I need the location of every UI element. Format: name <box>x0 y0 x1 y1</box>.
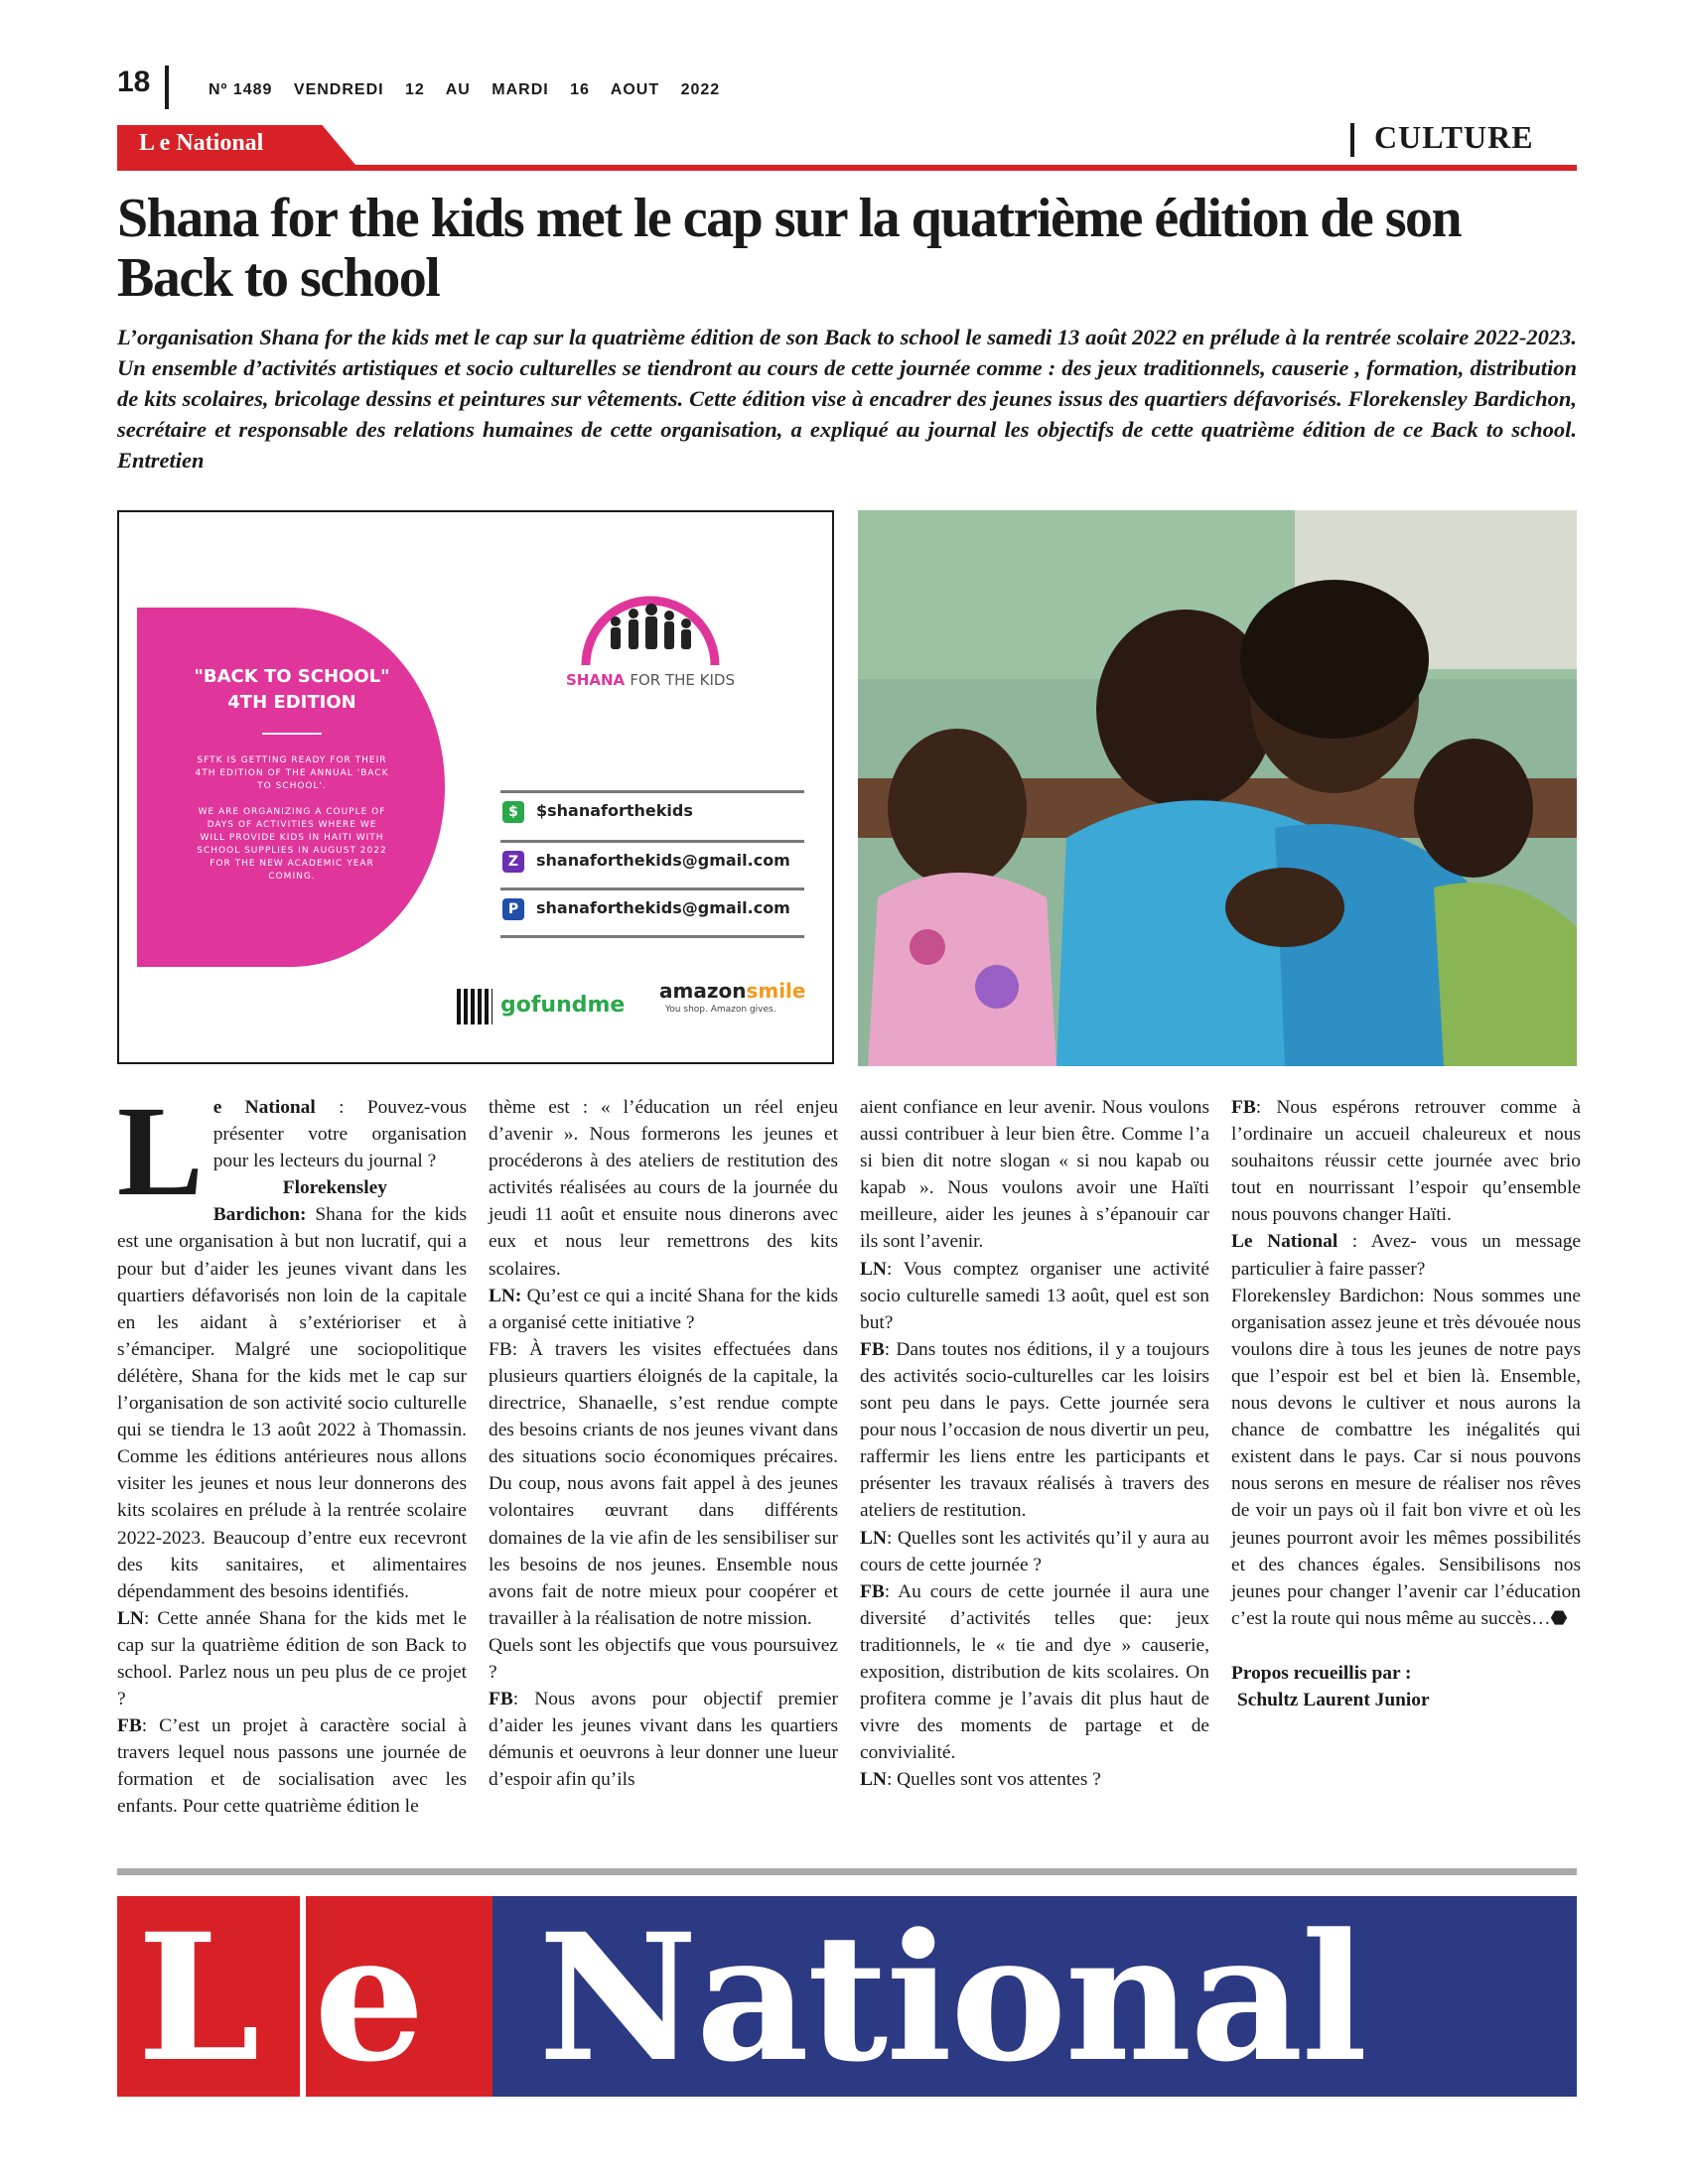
speaker-label: FB <box>117 1715 142 1737</box>
article-column-1 <box>117 1080 467 1821</box>
col4-para <box>1231 1094 1581 1228</box>
issue-au: AU <box>445 81 471 98</box>
col1-para <box>117 1174 467 1605</box>
footer-logo-national: National <box>538 1895 1366 2101</box>
brand-tab-label: L e National <box>139 130 264 156</box>
flyer-panel-text <box>137 608 445 967</box>
article-headline: Shana for the kids met le cap sur la quatrième édition de son Back to school <box>117 188 1462 309</box>
flyer-text-1: SFTK IS GETTING READY FOR THEIR 4TH EDITION OF THE ANNUAL 'BACK TO SCHOOL'. <box>195 755 389 791</box>
para-text: : Nous avons pour objectif premier d’aider les jeunes vivant dans les quartiers démunis et oeuvrons à leur donner une lueur d’espoir afin qu’ils <box>489 1689 838 1791</box>
children-photo-illustration <box>858 510 1577 1066</box>
col4-para <box>1231 1283 1581 1632</box>
section-label: CULTURE <box>1374 119 1534 155</box>
col2-para <box>489 1283 838 1336</box>
speaker-label: FB <box>489 1689 513 1710</box>
shana-logo-text <box>561 671 740 689</box>
para-text: : Nous espérons retrouver comme à l’ordinaire un accueil chaleureux et nous souhaitons réussir cette journée avec brio tout en nourrissant l’espoir qu’ensemble nous pouvons changer Haïti. <box>1231 1097 1581 1226</box>
flyer-text-2: WE ARE ORGANIZING A COUPLE OF DAYS OF ACTIVITIES WHERE WE WILL PROVIDE KIDS IN HAITI WITH SCHOOL SUPPLIES IN AUGUST 2022 FOR THE NEW ACADEMIC YEAR COMING. <box>197 807 387 882</box>
speaker-label: LN: <box>489 1285 522 1306</box>
article-column-2 <box>489 1094 838 1793</box>
para-text: : Vous comptez organiser une activité socio culturelle samedi 13 août, quel est son but? <box>860 1258 1209 1333</box>
speaker-label: LN <box>860 1258 887 1280</box>
amazon-word: amazon <box>659 979 747 1003</box>
issue-number: Nº 1489 <box>209 81 273 98</box>
col2-para <box>489 1686 838 1793</box>
article-photo <box>858 510 1577 1066</box>
flyer-divider <box>262 733 322 735</box>
zelle-contact <box>500 840 804 883</box>
section-separator <box>1350 123 1354 157</box>
flyer-title: "BACK TO SCHOOL" <box>194 666 390 687</box>
page-number-separator <box>165 66 169 109</box>
credit-name: Schultz Laurent Junior <box>1237 1689 1430 1710</box>
para-text: : Pouvez-vous présenter votre organisation pour les lecteurs du journal ? <box>212 1097 467 1172</box>
qr-code-icon <box>457 989 492 1024</box>
speaker-label: Florekensley Bardichon: <box>212 1177 387 1226</box>
issue-day-end: 16 <box>570 81 590 98</box>
paypal-contact <box>500 887 804 930</box>
col3-para <box>860 1336 1209 1525</box>
gofundme-logo: gofundme <box>500 993 626 1018</box>
para-text: : Au cours de cette journée il aura une diversité d’activités telles que: jeux traditionnels, le « tie and dye » causerie, exposition, distribution de kits scolaires. On profitera comme je l’avais dit plus haut de vivre des moments de partage et de convivialité. <box>860 1580 1209 1764</box>
col3-para <box>860 1094 1209 1256</box>
zelle-email: shanaforthekids@gmail.com <box>536 851 790 870</box>
article-column-3 <box>860 1094 1209 1793</box>
issue-year: 2022 <box>680 81 721 98</box>
col2-para <box>489 1094 838 1283</box>
drop-cap: L <box>117 1080 204 1223</box>
para-text: : Quelles sont les activités qu’il y aura au cours de cette journée ? <box>860 1527 1209 1575</box>
cashapp-handle: $shanaforthekids <box>536 801 693 820</box>
contact-divider <box>500 935 804 938</box>
article-intro: L’organisation Shana for the kids met le cap sur la quatrième édition de son Back to school le samedi 13 août 2022 en prélude à la rentrée scolaire 2022-2023. Un ensemble d’activités artistiques et socio culturelles se tiendront au cours de cette journée comme : des jeux traditionnels, causerie , formation, distribution de kits scolaires, bricolage dessins et peintures sur vêtements. Cette édition vise à encadrer des jeunes issus des quartiers défavorisés. Florekensley Bardichon, secrétaire et responsable des relations humaines de cette organisation, a expliqué au journal les objectifs de cette quatrième édition de ce Back to school. Entretien <box>117 325 1577 473</box>
speaker-label: LN <box>117 1607 144 1629</box>
col3-para <box>860 1525 1209 1578</box>
speaker-label: e National <box>212 1097 316 1118</box>
article-column-4 <box>1231 1094 1581 1713</box>
para-text: Shana for the kids est une organisation à but non lucratif, qui a pour but d’aider les jeunes vivant dans les quartiers défavorisés non loin de la capitale en les aidant à s’extérioriser et à s’émanciper. Malgré une sociopolitique délétère, Shana for the kids met le cap sur l’organisation de son activité socio culturelle qui se tiendra le 13 août 2022 à Thomassin. Comme les éditions antérieures nous allons visiter les jeunes et nous leur donnerons des kits scolaires en prélude à la rentrée scolaire 2022-2023. Beaucoup d’entre eux recevront des kits sanitaires, et alimentaires dépendamment des besoins identifiés. <box>117 1204 467 1602</box>
amazonsmile-tagline: You shop. Amazon gives. <box>665 1005 776 1015</box>
col2-para <box>489 1632 838 1686</box>
para-text: : C’est un projet à caractère social à travers lequel nous passons une journée de formation et de socialisation avec les enfants. Pour cette quatrième édition le <box>117 1715 467 1818</box>
flyer-subtitle: 4TH EDITION <box>227 692 356 713</box>
speaker-label: LN <box>860 1769 887 1791</box>
logo-sub: FOR THE KIDS <box>630 671 736 689</box>
speaker-label: Le National <box>1231 1231 1338 1253</box>
para-text: aient confiance en leur avenir. Nous voulons aussi contribuer à leur bien être. Comme l’a si bien dit notre slogan « si nou kapab ou kapab ». Nous voulons avoir une Haïti meilleure, aider les jeunes à s’épanouir car ils sont l’avenir. <box>860 1097 1209 1253</box>
para-text: Qu’est ce qui a incité Shana for the kids a organisé cette initiative ? <box>489 1285 838 1333</box>
issue-weekday-start: VENDREDI <box>293 81 384 98</box>
para-text: : Quelles sont vos attentes ? <box>886 1769 1101 1791</box>
col3-para <box>860 1256 1209 1336</box>
amazonsmile-logo <box>659 979 805 1003</box>
para-text: : Cette année Shana for the kids met le cap sur la quatrième édition de son Back to school. Parlez nous un peu plus de ce projet ? <box>117 1607 467 1710</box>
paypal-icon: P <box>502 898 524 920</box>
speaker-label: FB <box>860 1338 885 1360</box>
para-text: Florekensley Bardichon: Nous sommes une organisation assez jeune et très dévouée nous voulons dire à tous les jeunes de notre pays que l’espoir est bel et bien là. Ensemble, nous devons le cultiver et nous aurons la chance de combattre les inégalités qui existent dans le pays. Car si nous pouvons nous serons en mesure de réaliser nos rêves de voir un pays où il fait bon vivre et où les jeunes pourront avoir les mêmes possibilités et des chances égales. Sensibilisons nos jeunes pour changer l’avenir car l’éducation c’est la route qui nous même au succès…⬣ <box>1231 1285 1581 1629</box>
cashapp-contact <box>500 790 804 833</box>
speaker-label: FB <box>860 1580 885 1602</box>
footer-logo-letter-l: L <box>137 1895 260 2101</box>
zelle-icon: Z <box>502 851 524 873</box>
cashapp-icon: $ <box>502 801 524 823</box>
smile-word: smile <box>746 979 806 1003</box>
issue-day-start: 12 <box>405 81 425 98</box>
issue-weekday-end: MARDI <box>492 81 549 98</box>
logo-main: SHANA <box>565 671 626 689</box>
flyer-image <box>117 510 834 1064</box>
para-text: Quels sont les objectifs que vous poursuivez ? <box>489 1634 838 1683</box>
footer-logo-letter-e: e <box>314 1895 425 2101</box>
credit-label: Propos recueillis par : <box>1231 1662 1412 1684</box>
col1-para <box>117 1712 467 1820</box>
issue-date-line <box>209 81 736 99</box>
footer-logo-divider <box>300 1896 306 2097</box>
col1-para <box>117 1605 467 1712</box>
para-text: FB: À travers les visites effectuées dans plusieurs quartiers éloignés de la capitale, la directrice, Shanaelle, s’est rendue compte des besoins criants de nos jeunes vivant dans des situations socio économiques précaires. Du coup, nous avons fait appel à des jeunes volontaires œuvrant dans différents domaines de la vie afin de les sensibiliser sur les besoins de nos jeunes. Ensemble nous avons fait de notre mieux pour coopérer et travailler à la réalisation de notre mission. <box>489 1338 838 1629</box>
speaker-label: FB <box>1231 1097 1256 1118</box>
para-text: : Avez- vous un message particulier à faire passer? <box>1231 1231 1581 1280</box>
page-number: 18 <box>117 66 151 98</box>
para-text: : Dans toutes nos éditions, il y a toujours des activités socio-culturelles car les loisirs sont peu dans le pays. Cette journée sera pour nous l’occasion de nous divertir un peu, raffermir les liens entre les participants et présenter les travaux réalisés à travers des ateliers de restitution. <box>860 1338 1209 1522</box>
paypal-email: shanaforthekids@gmail.com <box>536 898 790 917</box>
footer-rule <box>117 1868 1577 1875</box>
col4-para <box>1231 1228 1581 1282</box>
col2-para <box>489 1336 838 1632</box>
issue-month: AOUT <box>610 81 660 98</box>
col3-para <box>860 1578 1209 1767</box>
para-text: thème est : « l’éducation un réel enjeu d’avenir ». Nous formerons les jeunes et procéderons à des ateliers de restitution des activités réalisées au cours de la journée du jeudi 11 août et ensuite nous dinerons avec eux et nous leur remettrons des kits scolaires. <box>489 1097 838 1280</box>
speaker-label: LN <box>860 1527 887 1549</box>
header-rule <box>117 165 1577 171</box>
shana-logo-icon <box>576 588 725 667</box>
col3-para <box>860 1766 1209 1793</box>
